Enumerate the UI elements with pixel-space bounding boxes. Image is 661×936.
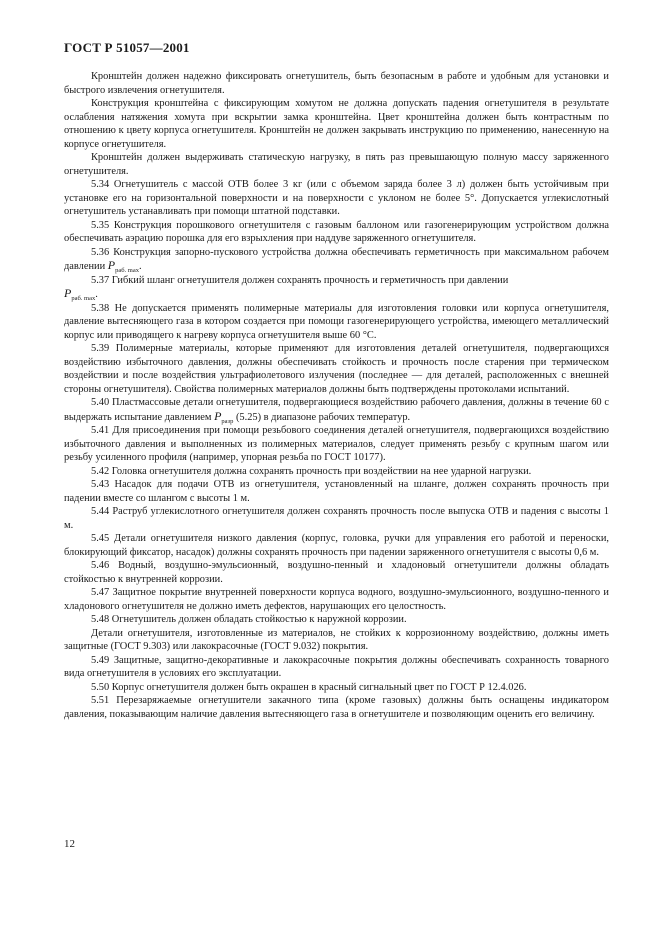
paragraph: 5.51 Перезаряжаемые огнетушители закачного типа (кроме газовых) должны быть оснащены индикатором давления, показывающим наличие давления вытесняющего газа в огнетушителе и позволяющим оценить его величину. bbox=[64, 695, 609, 720]
paragraph: Детали огнетушителя, изготовленные из материалов, не стойких к коррозионному воздействию, должны иметь защитные (ГОСТ 9.303) или лакокрасочные (ГОСТ 9.032) покрытия. bbox=[64, 627, 609, 652]
pressure-symbol: P bbox=[64, 286, 72, 300]
document-body bbox=[64, 70, 609, 721]
paragraph-5-37 bbox=[64, 274, 609, 288]
document-header: ГОСТ Р 51057—2001 bbox=[64, 40, 190, 55]
paragraph-text-end: . bbox=[138, 261, 142, 272]
paragraph: 5.47 Защитное покрытие внутренней поверхности корпуса водного, воздушно-эмульсионного, воздушно-пенного и хладонового огнетушителя не должно иметь дефектов, нарушающих его целостность. bbox=[64, 587, 609, 612]
paragraph: 5.39 Полимерные материалы, которые применяют для изготовления деталей огнетушителя, подвергающихся воздействию избыточного давления, должны обеспечивать стойкость и прочность после старения при термическом воздействии и после воздействия ультрафиолетового излучения (последнее — для деталей, расположенных с внешней стороны огнетушителя). Свойства полимерных материалов должны быть подтверждены протоколами испытаний. bbox=[64, 343, 609, 395]
paragraph: 5.42 Головка огнетушителя должна сохранять прочность при воздействии на нее ударной нагрузки. bbox=[91, 465, 532, 477]
paragraph-5-36 bbox=[64, 246, 609, 274]
paragraph: 5.43 Насадок для подачи ОТВ из огнетушителя, установленный на шланге, должен сохранять прочность при падении вместе со шлангом с высоты 1 м. bbox=[64, 479, 609, 504]
paragraph-text-end: (5.25) в диапазоне рабочих температур. bbox=[233, 411, 411, 423]
paragraph-text: 5.37 Гибкий шланг огнетушителя должен сохранять прочность и герметичность при давлении bbox=[91, 274, 509, 286]
pressure-subscript: раб. max bbox=[71, 295, 96, 303]
paragraph: Кронштейн должен надежно фиксировать огнетушитель, быть безопасным в работе и удобным для установки и быстрого извлечения огнетушителя. bbox=[64, 71, 609, 96]
paragraph: 5.49 Защитные, защитно-декоративные и лакокрасочные покрытия должны обеспечивать сохранность товарного вида огнетушителя в условиях его эксплуатации. bbox=[64, 654, 609, 679]
paragraph: 5.50 Корпус огнетушителя должен быть окрашен в красный сигнальный цвет по ГОСТ Р 12.4.026. bbox=[91, 681, 527, 693]
paragraph: 5.41 Для присоединения при помощи резьбового соединения деталей огнетушителя, подвергающихся воздействию избыточного давления и выполненных из полимерных материалов, следует применять резьбу с крупным шагом или резьбу усиленного профиля (например, упорная резьба по ГОСТ 10177). bbox=[64, 425, 609, 463]
paragraph: 5.45 Детали огнетушителя низкого давления (корпус, головка, ручки для управления его работой и переноски, блокирующий фиксатор, насадок) должны сохранять прочность при падении заряженного огнетушителя с высоты 0,6 м. bbox=[64, 533, 609, 558]
paragraph-5-37-cont bbox=[64, 287, 609, 302]
paragraph: 5.44 Раструб углекислотного огнетушителя должен сохранять прочность после выпуска ОТВ и падения с высоты 1 м. bbox=[64, 506, 609, 531]
pressure-symbol: P bbox=[214, 408, 222, 423]
paragraph: 5.34 Огнетушитель с массой ОТВ более 3 кг (или с объемом заряда более 3 л) должен быть устойчивым при установке его на горизонтальной поверхности и на поверхности с уклоном не более 5°. Допускается углекислотный огнетушитель устанавливать при помощи штатной подставки. bbox=[64, 179, 609, 217]
paragraph-5-40 bbox=[64, 396, 609, 424]
paragraph-text: 5.36 Конструкция запорно-пускового устройства должна обеспечивать герметичность при максимальном рабочем давлении bbox=[64, 246, 609, 272]
pressure-subscript: раб. max bbox=[115, 267, 139, 275]
paragraph: 5.38 Не допускается применять полимерные материалы для изготовления головки или корпуса огнетушителя, давление вытесняющего газа в котором создается при помощи газогенерирующего устройства, имеющего металлический корпус или приводящего к нагреву корпуса огнетушителя выше 60 °С. bbox=[64, 302, 609, 341]
paragraph: 5.35 Конструкция порошкового огнетушителя с газовым баллоном или газогенерирующим устройством должна обеспечивать аэрацию порошка для его взрыхления при наддуве заряженного огнетушителя. bbox=[64, 219, 609, 244]
paragraph-text: 5.40 Пластмассовые детали огнетушителя, подвергающиеся воздействию рабочего давления, должны в течение 60 с выдержать испытание давлением bbox=[64, 397, 609, 423]
pressure-subscript: разр bbox=[221, 417, 234, 425]
paragraph: 5.48 Огнетушитель должен обладать стойкостью к наружной коррозии. bbox=[91, 614, 407, 625]
paragraph: Кронштейн должен выдерживать статическую нагрузку, в пять раз превышающую полную массу заряженного огнетушителя. bbox=[64, 152, 609, 177]
pressure-symbol: P bbox=[107, 258, 116, 272]
page-number: 12 bbox=[64, 838, 75, 850]
paragraph-text-end: . bbox=[95, 289, 98, 300]
paragraph: 5.46 Водный, воздушно-эмульсионный, воздушно-пенный и хладоновый огнетушители должны обладать стойкостью к внутренней коррозии. bbox=[64, 560, 609, 585]
paragraph: Конструкция кронштейна с фиксирующим хомутом не должна допускать падения огнетушителя в результате ослабления натяжения хомута при вскрытии замка кронштейна. Цвет кронштейна должен быть контрастным по отношению к цвету корпуса огнетушителя. Кронштейн не должен закрывать инструкцию по применению, нанесенную на корпусе огнетушителя. bbox=[64, 98, 609, 150]
